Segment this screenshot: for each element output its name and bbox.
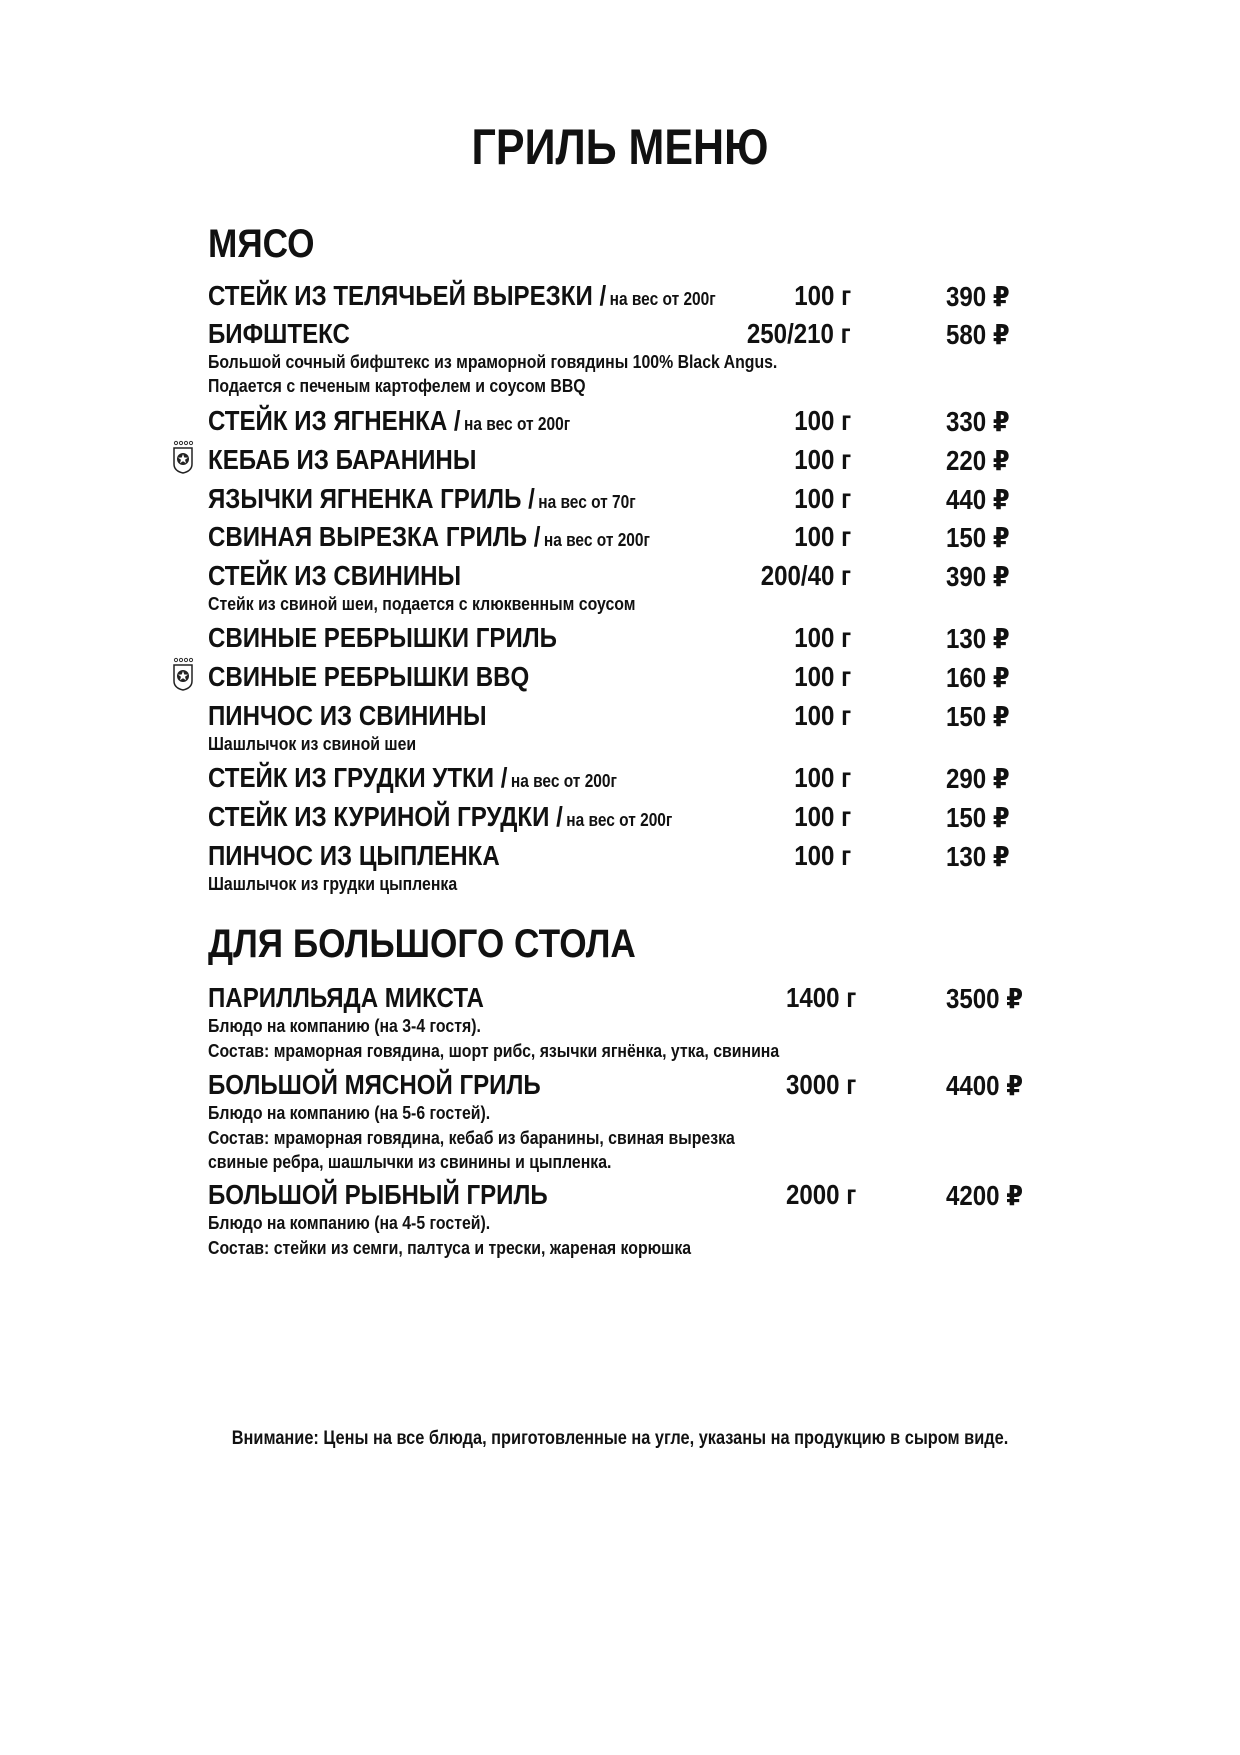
section-title-meat: МЯСО (208, 222, 315, 266)
item-name: БИФШТЕКС (208, 318, 350, 349)
menu-item (208, 280, 1028, 314)
item-name: СВИНАЯ ВЫРЕЗКА ГРИЛЬ / (208, 521, 541, 552)
item-weight: 100 г (794, 521, 851, 552)
item-weight: 100 г (794, 700, 851, 731)
item-weight: 100 г (794, 762, 851, 793)
menu-item (208, 1179, 1028, 1213)
menu-item (208, 661, 1028, 695)
item-note: на вес от 200г (566, 810, 673, 830)
menu-item (208, 318, 1028, 352)
item-name: БОЛЬШОЙ МЯСНОЙ ГРИЛЬ (208, 1069, 541, 1100)
item-weight: 100 г (794, 483, 851, 514)
item-price: 150 ₽ (946, 802, 1010, 833)
item-name: СТЕЙК ИЗ СВИНИНЫ (208, 560, 462, 591)
item-price: 160 ₽ (946, 662, 1010, 693)
item-note: на вес от 70г (538, 492, 636, 512)
item-price: 150 ₽ (946, 522, 1010, 553)
item-price: 3500 ₽ (946, 983, 1024, 1014)
item-description: свиные ребра, шашлычки из свинины и цыпленка. (208, 1152, 612, 1172)
item-description: Шашлычок из свиной шеи (208, 734, 417, 754)
menu-item (208, 801, 1028, 835)
item-price: 580 ₽ (946, 319, 1010, 350)
item-price: 150 ₽ (946, 701, 1010, 732)
item-price: 290 ₽ (946, 763, 1010, 794)
item-description: Стейк из свиной шеи, подается с клюквенным соусом (208, 594, 636, 614)
item-weight: 200/40 г (760, 560, 851, 591)
item-note: на вес от 200г (609, 289, 716, 309)
item-description: Состав: стейки из семги, палтуса и трески, жареная корюшка (208, 1238, 692, 1258)
item-description: Блюдо на компанию (на 5-6 гостей). (208, 1103, 491, 1123)
item-description: Состав: мраморная говядина, кебаб из баранины, свиная вырезка (208, 1128, 735, 1148)
item-description: Большой сочный бифштекс из мраморной говядины 100% Black Angus. (208, 352, 778, 372)
menu-item (208, 483, 1028, 517)
item-weight: 100 г (794, 661, 851, 692)
item-weight: 1400 г (786, 982, 857, 1013)
item-note: на вес от 200г (510, 771, 617, 791)
item-price: 440 ₽ (946, 484, 1010, 515)
item-price: 390 ₽ (946, 561, 1010, 592)
item-weight: 100 г (794, 405, 851, 436)
menu-item (208, 521, 1028, 555)
item-name: ПИНЧОС ИЗ ЦЫПЛЕНКА (208, 840, 500, 871)
menu-item (208, 444, 1028, 478)
item-name: СВИНЫЕ РЕБРЫШКИ BBQ (208, 661, 530, 692)
item-name: БОЛЬШОЙ РЫБНЫЙ ГРИЛЬ (208, 1179, 548, 1210)
menu-item (208, 622, 1028, 656)
item-name: СТЕЙК ИЗ ЯГНЕНКА / (208, 405, 461, 436)
item-price: 130 ₽ (946, 841, 1010, 872)
item-name: СТЕЙК ИЗ ГРУДКИ УТКИ / (208, 762, 508, 793)
item-weight: 100 г (794, 801, 851, 832)
item-description: Блюдо на компанию (на 3-4 гостя). (208, 1016, 481, 1036)
item-weight: 100 г (794, 280, 851, 311)
item-name: СТЕЙК ИЗ КУРИНОЙ ГРУДКИ / (208, 801, 563, 832)
menu-item (208, 700, 1028, 734)
item-price: 4400 ₽ (946, 1070, 1024, 1101)
menu-item (208, 982, 1028, 1016)
item-price: 220 ₽ (946, 445, 1010, 476)
item-description: Шашлычок из грудки цыпленка (208, 874, 458, 894)
item-name: ПАРИЛЛЬЯДА МИКСТА (208, 982, 484, 1013)
item-weight: 3000 г (786, 1069, 857, 1100)
item-weight: 100 г (794, 444, 851, 475)
menu-item (208, 840, 1028, 874)
item-name: КЕБАБ ИЗ БАРАНИНЫ (208, 444, 477, 475)
section-title-large-table: ДЛЯ БОЛЬШОГО СТОЛА (208, 922, 636, 966)
menu-item (208, 405, 1028, 439)
item-description: Блюдо на компанию (на 4-5 гостей). (208, 1213, 491, 1233)
item-name: СТЕЙК ИЗ ТЕЛЯЧЬЕЙ ВЫРЕЗКИ / (208, 280, 607, 311)
item-weight: 100 г (794, 840, 851, 871)
item-weight: 2000 г (786, 1179, 857, 1210)
item-name: СВИНЫЕ РЕБРЫШКИ ГРИЛЬ (208, 622, 557, 653)
item-price: 330 ₽ (946, 406, 1010, 437)
footer-note: Внимание: Цены на все блюда, приготовленные на угле, указаны на продукцию в сыром виде. (231, 1428, 1009, 1449)
item-price: 390 ₽ (946, 281, 1010, 312)
hit-badge-icon (172, 440, 194, 474)
item-name: ЯЗЫЧКИ ЯГНЕНКА ГРИЛЬ / (208, 483, 535, 514)
item-note: на вес от 200г (543, 530, 650, 550)
menu-item (208, 560, 1028, 594)
item-weight: 100 г (794, 622, 851, 653)
item-note: на вес от 200г (464, 414, 571, 434)
item-description: Состав: мраморная говядина, шорт рибс, язычки ягнёнка, утка, свинина (208, 1041, 780, 1061)
item-description: Подается с печеным картофелем и соусом BBQ (208, 376, 586, 396)
page-title: ГРИЛЬ МЕНЮ (471, 119, 769, 175)
menu-item (208, 1069, 1028, 1103)
item-price: 4200 ₽ (946, 1180, 1024, 1211)
item-weight: 250/210 г (747, 318, 851, 349)
item-name: ПИНЧОС ИЗ СВИНИНЫ (208, 700, 487, 731)
item-price: 130 ₽ (946, 623, 1010, 654)
menu-item (208, 762, 1028, 796)
hit-badge-icon (172, 657, 194, 691)
